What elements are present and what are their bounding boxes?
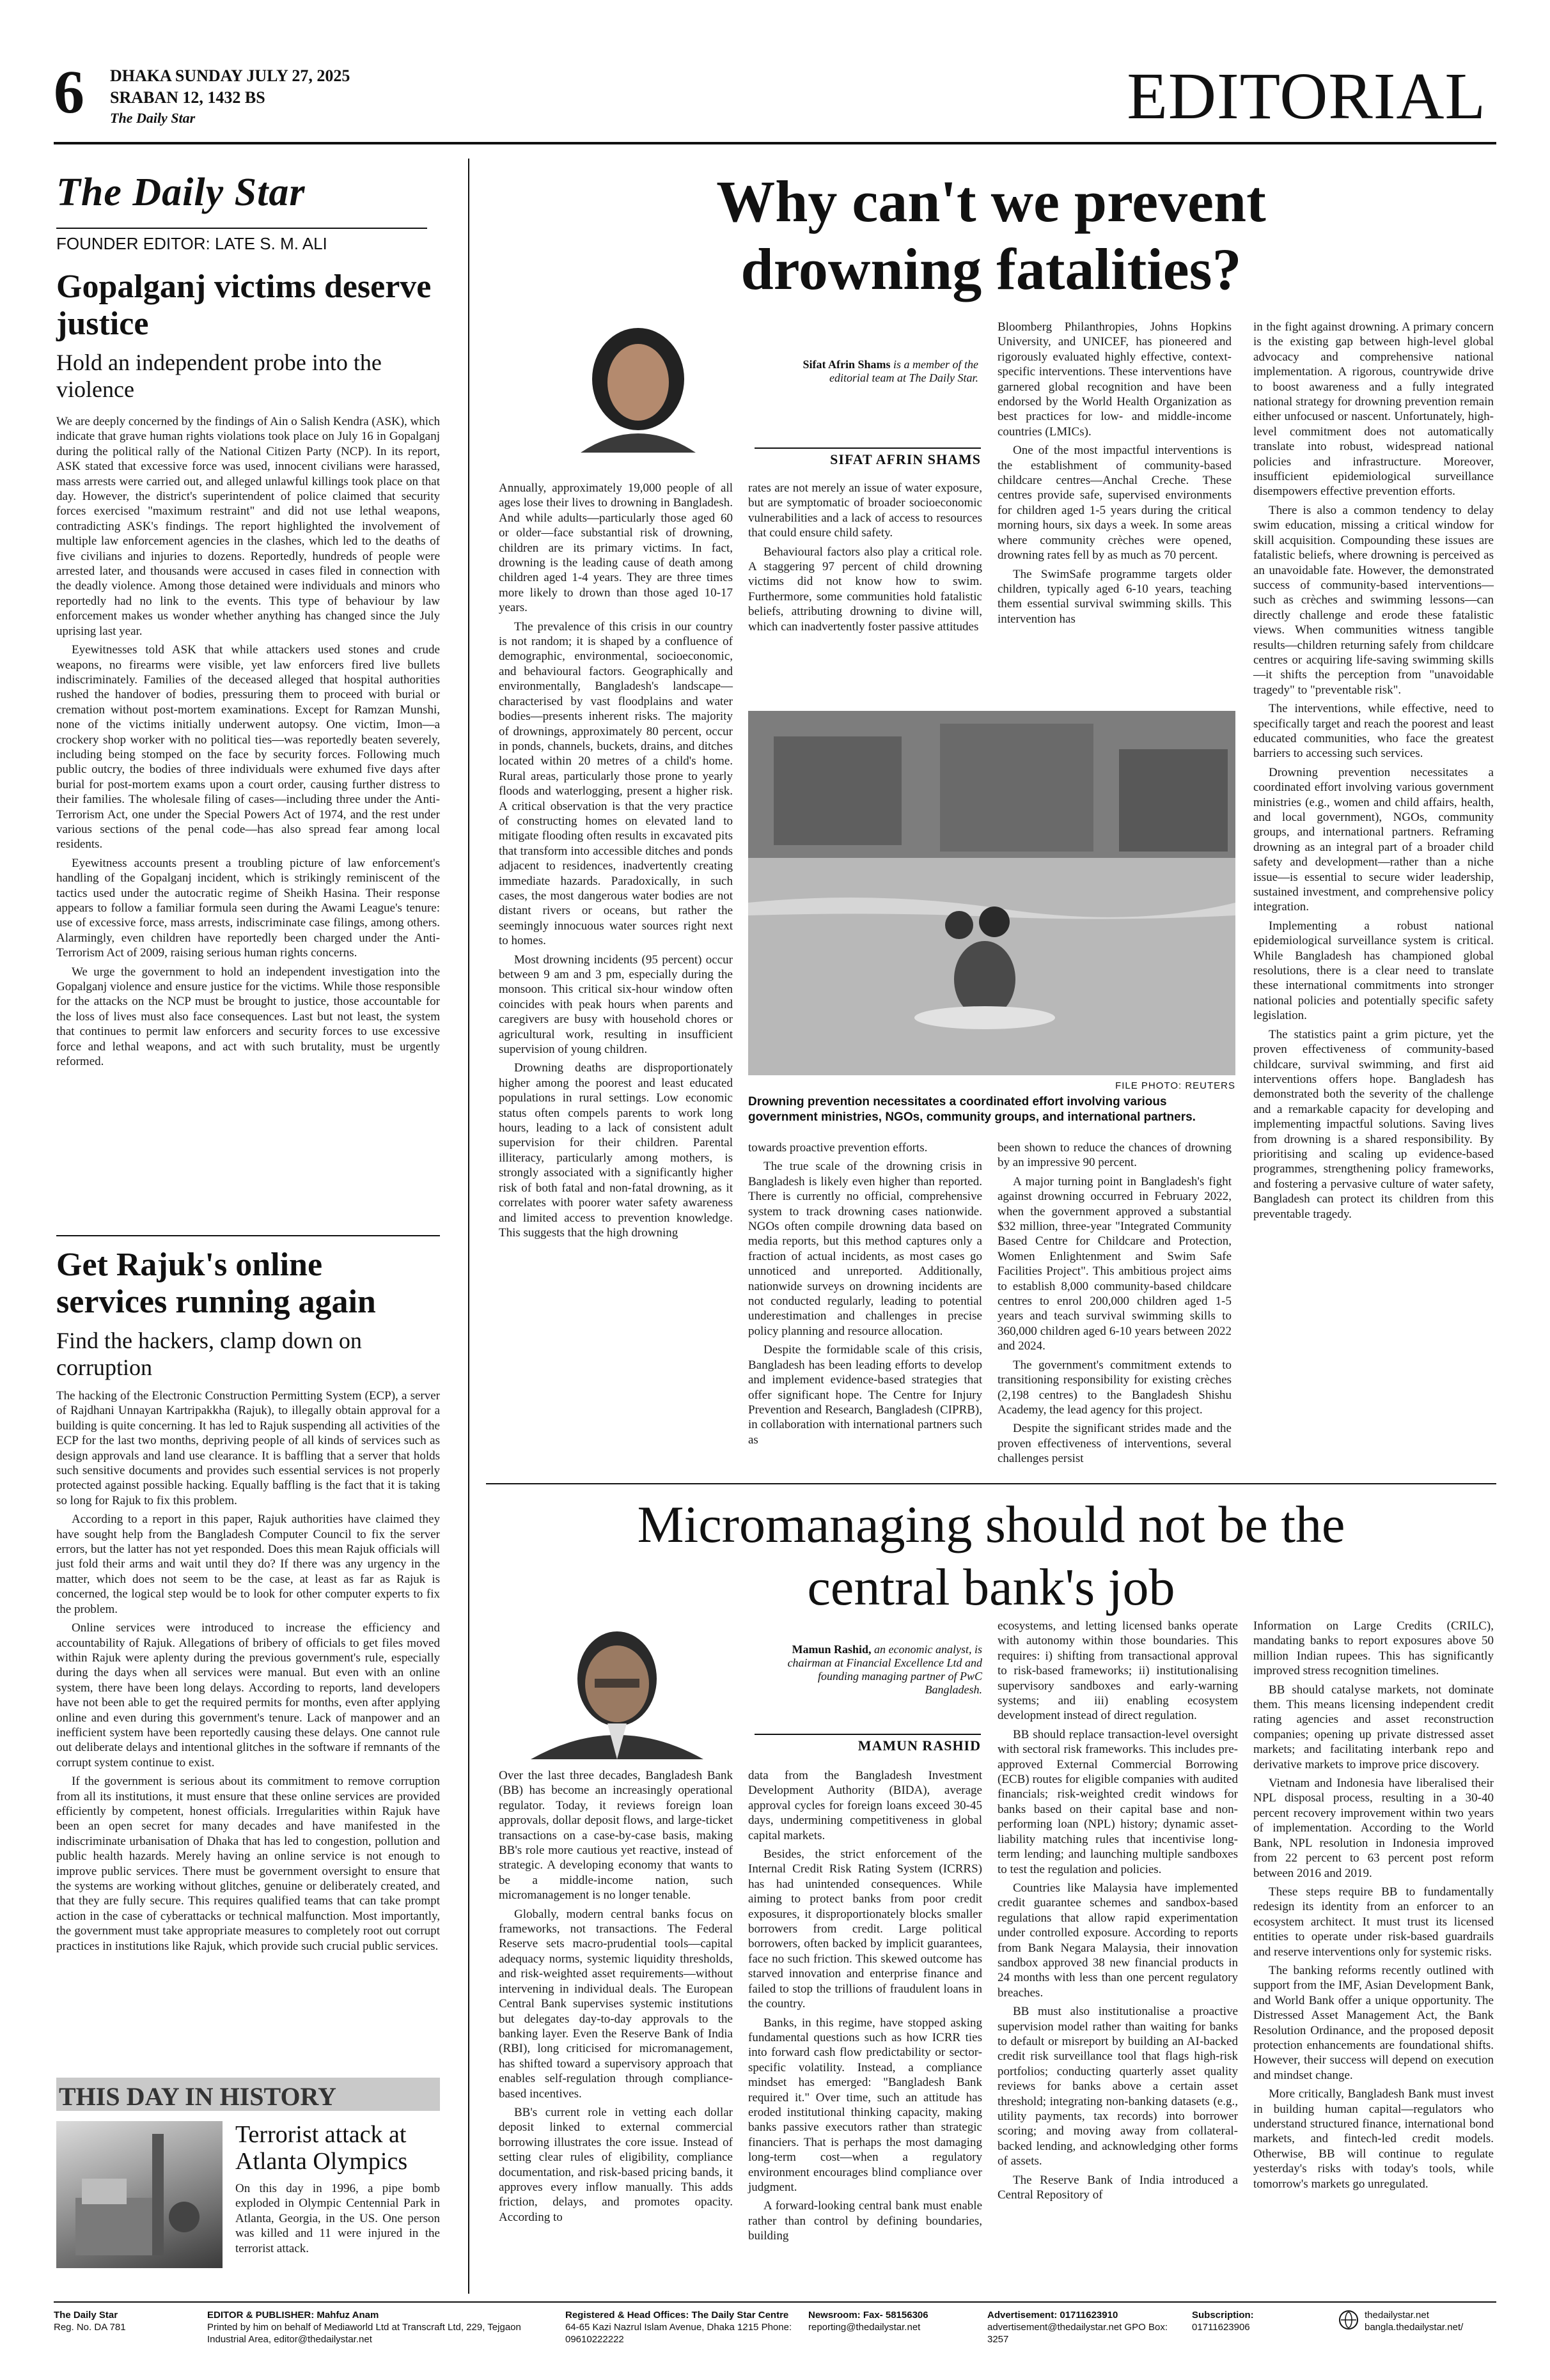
paragraph: Vietnam and Indonesia have liberalised their NPL disposal process, resulting in a 30-40 percent recovery improvement within two years of implementation. According to the World Bank, NPL resolution in Indonesia improved from 22 percent to 63 percent post reform between 2016 and 2019. (1253, 1777, 1494, 1880)
paragraph: According to a report in this paper, Rajuk authorities have claimed they have sought help from the Bangladesh Computer Council to fix the server errors, but the latter has not yet responded. Does this mean Rajuk officials will just fold their arms and wait until they do? If there was any urgency in the matter, which does not seem to be the case, at least as far as Rajuk is concerned, the logical step would be to look for other computer experts to fix the problem. (56, 1513, 440, 1616)
paragraph: Banks, in this regime, have stopped asking fundamental questions such as how ICRR ties into forward cash flow predictability or sector-specific volatility. Instead, a compliance mindset has emerged: "Bangladesh Bank required it." Over time, such an attitude has eroded institutional thinking capacity, making banks passive executors rather than strategic financiers. That is perhaps the most damaging long-term cost—when a regulatory environment encourages blind compliance over judgment. (748, 2016, 982, 2194)
history-banner (56, 2078, 440, 2111)
article-1-col-2b (748, 1140, 982, 1451)
article-1-photo-credit: FILE PHOTO: REUTERS (1115, 1080, 1235, 1091)
article-2-col-2 (748, 1768, 982, 2248)
paragraph: If the government is serious about its commitment to remove corruption from all its institutions, it must ensure that these online services are provided efficiently by competent, honest officials. Irregularities within Rajuk have been an open secret for many decades and have manifested in the indiscriminate urbanisation of Dhaka that has led to congestion, pollution and public health hazards. Merely having an online service is not enough to improve public services. There must be government oversight to ensure that the systems are working without glitches, genuine or deliberately created, and that they are fully secure. This requires qualified teams that can take prompt action in the case of cyberattacks or technical malfunction. Most importantly, the government must take appropriate measures to completely root out corrupt practices in institutions like Rajuk, which provide such crucial public services. (56, 1775, 440, 1953)
paragraph: We urge the government to hold an independent investigation into the Gopalganj violence and ensure justice for the victims. While those responsible for the attacks on the NCP must be brought to justice, those accountable for the loss of lives must also face consequences. Last but not least, the system that continues to permit law enforcers and security forces to use excessive force and lethal weapons, and act with such brutality, must be urgently reformed. (56, 965, 440, 1069)
footer-web (1339, 2309, 1496, 2333)
paragraph: BB's current role in vetting each dollar deposit linked to external commercial borrowing illustrates the core issue. Instead of setting clear rules of eligibility, compliance documentation, and risk-based pricing bands, it approves every inflow manually. This adds friction, delays, and promotes opacity. According to (499, 2105, 733, 2224)
author-portrait (512, 1621, 723, 1759)
editorial-1-headline: Gopalganj victims deserve justice (56, 268, 432, 342)
footer-subscription (1192, 2309, 1320, 2333)
paragraph: Behavioural factors also play a critical role. A staggering 97 percent of child drowning victims did not know how to swim. Furthermore, some communities hold fatalistic beliefs, attributing drowning to divine will, which can inadvertently foster passive attitudes (748, 545, 982, 634)
footer-ad-title: Advertisement: 01711623910 (987, 2310, 1118, 2321)
paragraph: Annually, approximately 19,000 people of all ages lose their lives to drowning in Bangladesh. And while adults—particularly those aged 60 or older—face substantial risk of drowning, children are its primary victims. In fact, drowning is the leading cause of death among children aged 1-4 years. They are three times more likely to drown than those aged 10-17 years. (499, 481, 733, 615)
paragraph: A major turning point in Bangladesh's fight against drowning occurred in February 2022, when the government approved a substantial $32 million, three-year "Integrated Community Based Centre for Childcare and Protection, Women Enlightenment and Swim Safe Facilities Project". This ambitious project aims to establish 8,000 community-based childcare centres to enrol 200,000 children aged 1-5 years and teach survival swimming skills to 360,000 children aged 6-10 years between 2022 and 2024. (998, 1174, 1232, 1353)
footer-web-link-bangla[interactable]: bangla.thedailystar.net/ (1365, 2322, 1464, 2333)
paragraph: One of the most impactful interventions is the establishment of community-based childcare centres—Anchal Creche. These centres provide safe, supervised environments for children aged 1-5 years during the critical morning hours, six days a week. In some areas where community crèches were opened, drowning rates fell by as much as 70 percent. (998, 444, 1232, 563)
article-divider (486, 1483, 1496, 1484)
footer-newsroom-title: Newsroom: Fax- 58156306 (808, 2310, 928, 2321)
paragraph: Implementing a robust national epidemiological surveillance system is critical. While Bangladesh has championed global resolutions, there is a clear need to translate these international commitments into stronger national policies and potentially specific safety legislation. (1253, 919, 1494, 1023)
footer-paper (54, 2309, 182, 2333)
paragraph: These steps require BB to fundamentally redesign its identity from an enforcer to an ecosystem architect. It must trust its licensed entities to operate under risk-based guardrails and reserve interventions only for systemic risks. (1253, 1885, 1494, 1959)
footer-editor-text: Printed by him on behalf of Mediaworld Ltd at Transcraft Ltd, 229, Tejgaon Industrial Area, editor@thedailystar.net (207, 2322, 521, 2345)
footer-ad-text[interactable]: advertisement@thedailystar.net GPO Box: 3257 (987, 2322, 1168, 2345)
paragraph: Online services were introduced to increase the efficiency and accountability of Rajuk. Allegations of bribery of officials to get files moved within Rajuk were aplenty during the previous government's rule, especially during the days when all services were manual. But even with an online system, there have been long delays. According to reports, land developers have not been able to get the required permits for months, even after applying online and even during this government's tenure. Lack of manpower and an inefficient system have been reportedly causing these delays. One cannot rule out deliberate delays and intentional glitches in the software if remnants of the corrupt system continue to exist. (56, 1621, 440, 1769)
paragraph: towards proactive prevention efforts. (748, 1141, 928, 1155)
paragraph: We are deeply concerned by the findings of Ain o Salish Kendra (ASK), which indicate that grave human rights violations took place on July 16 in Gopalganj during the political rally of the National Citizen Party (NCP). In its report, ASK stated that excessive force was used, innocent civilians were harassed, mass arrests were carried out, and alleged unlawful killings took place on that day. However, the district's superintendent of police claimed that security forces exercised "maximum restraint" and did not use lethal weapons, contradicting ASK's findings. The report highlighted the involvement of multiple law enforcement agencies in the clashes, which led to the deaths of five civilians and injuries to dozens. Reportedly, hundreds of people were arrested later, and thousands were accused in cases filed in connection with the deadly violence. Among those detained were individuals and minors who reportedly had no link to the events. This type of behaviour by law enforcement makes us wonder whether anything has changed since the July uprising last year. (56, 415, 440, 638)
footer-paper-title: The Daily Star (54, 2310, 118, 2321)
paragraph: Countries like Malaysia have implemented credit guarantee schemes and sandbox-based regulations that allow rapid experimentation under controlled exposure. According to reports from Bank Negara Malaysia, their innovation sandbox approved 38 new financial products in 24 months with less than one percent regulatory breaches. (998, 1881, 1238, 2000)
paragraph: ecosystems, and letting licensed banks operate with autonomy within those boundaries. This requires: i) shifting from transactional approval to risk-based frameworks; ii) institutionalising supervisory sandboxes and early-warning systems; and iii) enabling ecosystem development instead of direct regulation. (998, 1619, 1238, 1723)
paragraph: Bloomberg Philanthropies, Johns Hopkins University, and UNICEF, has pioneered and rigorously evaluated highly effective, context-specific interventions. These interventions have garnered global recognition and have been endorsed by the World Health Organization as best practices for low- and middle-income countries (LMICs). (998, 320, 1232, 439)
editorial-2-headline: Get Rajuk's online services running again (56, 1247, 376, 1320)
masthead-logo-mini: The Daily Star (110, 110, 196, 126)
footer-paper-reg: Reg. No. DA 781 (54, 2322, 126, 2333)
paragraph: The government's commitment extends to transitioning responsibility for existing crèches (2,198 centres) to the Bangladesh Shishu Academy, the lead agency for this project. (998, 1358, 1232, 1417)
author-bio-2 (767, 1643, 982, 1697)
article-2-col-4 (1253, 1619, 1494, 2195)
article-1-photo (748, 711, 1235, 1075)
article-1-col-4 (1253, 320, 1494, 1225)
history-headline: Terrorist attack at Atlanta Olympics (235, 2121, 408, 2175)
footer-editor (207, 2309, 552, 2345)
paper-title: The Daily Star (56, 171, 306, 214)
paragraph: BB must also institutionalise a proactive supervision model rather than waiting for banks to default or misreport by building an AI-backed credit risk surveillance tool that flags high-risk portfolios; conducting quarterly asset quality reviews for banks above a certain asset threshold; integrating non-banking datasets (e.g., utility payments, tax records) into borrower scoring; and moving away from collateral-backed lending, and acknowledging other forms of assets. (998, 2005, 1238, 2168)
paragraph: There is also a common tendency to delay swim education, missing a critical window for skill acquisition. Compounding these issues are fatalistic beliefs, where drowning is perceived as an unavoidable fate. However, the demonstrated success of community-based interventions—such as crèches and swimming lessons—can directly challenge and erode these fatalistic views. When communities witness tangible results—children returning safely from childcare centres or acquiring life-saving swimming skills—it shifts the perception from "unavoidable tragedy" to "preventable risk". (1253, 503, 1494, 697)
paragraph: data from the Bangladesh Investment Development Authority (BIDA), average approval cycles for foreign loans exceed 30-45 days, undermining competitiveness in global capital markets. (748, 1769, 982, 1842)
paragraph: The interventions, while effective, need to specifically target and reach the poorest and least educated communities, who face the greatest barriers to accessing such services. (1253, 702, 1494, 761)
history-text: On this day in 1996, a pipe bomb exploded in Olympic Centennial Park in Atlanta, Georgia, in the US. One person was killed and 11 were injured in the terrorist attack. (235, 2182, 440, 2255)
article-1-col-1 (499, 481, 733, 1244)
footer-web-link[interactable]: thedailystar.net (1365, 2310, 1429, 2321)
author-portrait (555, 318, 721, 453)
footer-offices-text: 64-65 Kazi Nazrul Islam Avenue, Dhaka 1215 Phone: 09610222222 (565, 2322, 792, 2345)
paragraph: Despite the formidable scale of this crisis, Bangladesh has been leading efforts to develop and implement evidence-based strategies that offer significant hope. The Centre for Injury Prevention and Research, Bangladesh (CIPRB), in collaboration with international partners such as (748, 1343, 982, 1447)
byline-1: SIFAT AFRIN SHAMS (830, 451, 981, 467)
paragraph: Information on Large Credits (CRILC), mandating banks to report exposures above 50 million Indian rupees. This has significantly improved stress recognition timelines. (1253, 1619, 1494, 1678)
history-label: THIS DAY IN HISTORY (59, 2082, 336, 2111)
flood-scene (748, 711, 1235, 1075)
paragraph: Besides, the strict enforcement of the Internal Credit Risk Rating System (ICRRS) has had unintended consequences. While aiming to protect banks from poor credit exposures, it disproportionately blocks smaller borrowers from credit. Large political borrowers, often backed by implicit guarantees, face no such friction. This skewed outcome has starved innovation and enterprise finance and failed to stop the trillions of fraudulent loans in the country. (748, 1847, 982, 2011)
article-2-col-1 (499, 1768, 733, 2228)
masthead-rule (54, 142, 1496, 144)
paragraph: The statistics paint a grim picture, yet the proven effectiveness of community-based childcare, survival swimming, and first aid interventions offers hope. Bangladesh has demonstrated both the severity of the challenge and a remarkable capacity for developing and implementing impactful solutions. Saving lives from drowning is a shared responsibility. By prioritising and scaling up evidence-based programmes, strengthening policy frameworks, and fostering a pervasive culture of water safety, Bangladesh can protect its children from this preventable tragedy. (1253, 1027, 1494, 1221)
author-bio-2-name: Mamun Rashid, (792, 1643, 872, 1656)
article-2-headline: Micromanaging should not be the central bank's job (637, 1495, 1345, 1616)
paragraph: Drowning prevention necessitates a coordinated effort involving various government ministries (e.g., women and child affairs, health, and local government), NGOs, community groups, and international partners. Reframing drowning as an integral part of a broader child safety and development—rather than a niche issue—is essential to secure wider leadership, sustained investment, and comprehensive policy integration. (1253, 765, 1494, 914)
editorial-1-body (56, 414, 440, 1073)
left-column-divider (468, 159, 469, 2294)
paragraph: BB should replace transaction-level oversight with sectoral risk frameworks. This includes pre-approved External Commercial Borrowing (ECB) routes for eligible companies with audited financials; risk-weighted credit windows for banks based on their capital base and non-performing loan (NPL) history; dynamic asset-liability matching rules that incentivise long-term lending; and launching multiple sandboxes to test the regulation and policies. (998, 1727, 1238, 1876)
article-1-col-2a (748, 481, 982, 638)
byline-rule-1 (755, 447, 981, 449)
paragraph: The banking reforms recently outlined with support from the IMF, Asian Development Bank, and World Bank offer a unique opportunity. The Distressed Asset Management Act, the Bank Resolution Ordinance, and the proposed deposit protection enhancements are foundational shifts. However, their success will depend on execution and mindset change. (1253, 1963, 1494, 2082)
paragraph: Most drowning incidents (95 percent) occur between 9 am and 3 pm, especially during the monsoon. This critical six-hour window often coincides with peak hours when parents and caregivers are busy with household chores or agricultural work, resulting in insufficient supervision of young children. (499, 953, 733, 1057)
author-bio-1 (787, 358, 978, 385)
footer (54, 2309, 1496, 2360)
paragraph: More critically, Bangladesh Bank must invest in building human capital—regulators who understand structured finance, international bond markets, and fintech-led credit models. Otherwise, BB will continue to regulate yesterday's risks with today's tools, while tomorrow's markets go unregulated. (1253, 2087, 1494, 2191)
footer-advertisement (987, 2309, 1179, 2345)
issue-date-bangla: SRABAN 12, 1432 BS (110, 88, 265, 107)
editorial-2-subhead: Find the hackers, clamp down on corruption (56, 1328, 362, 1380)
author-photo-1 (555, 318, 721, 453)
footer-editor-title: EDITOR & PUBLISHER: Mahfuz Anam (207, 2310, 379, 2321)
footer-sub-title: Subscription: (1192, 2310, 1254, 2321)
author-photo-2 (512, 1621, 723, 1759)
article-2-col-3 (998, 1619, 1238, 2206)
footer-offices (565, 2309, 795, 2345)
author-bio-1-name: Sifat Afrin Shams (802, 358, 891, 371)
footer-offices-title: Registered & Head Offices: The Daily Star Centre (565, 2310, 789, 2321)
paragraph: Drowning deaths are disproportionately higher among the poorest and least educated populations in rural settings. Low economic status often compels parents to work long hours, leading to a lack of consistent adult supervision for their children. Parental illiteracy, particularly among mothers, is strongly associated with a significantly higher risk of both fatal and non-fatal drowning, as it correlates with poorer water safety awareness and limited access to prevention knowledge. This suggests that the high drowning (499, 1061, 733, 1240)
paragraph: The SwimSafe programme targets older children, typically aged 6-10 years, teaching them essential survival swimming skills. This intervention has (998, 567, 1232, 626)
founder-line: FOUNDER EDITOR: LATE S. M. ALI (56, 234, 327, 253)
byline-2: MAMUN RASHID (857, 1738, 981, 1754)
author-bio-2-text: an economic analyst, is chairman at Financial Excellence Ltd and founding managing partner of PwC Bangladesh. (787, 1643, 982, 1696)
editorial-2-body (56, 1388, 440, 1957)
editorial-divider (56, 1235, 440, 1236)
paragraph: The Reserve Bank of India introduced a Central Repository of (998, 2173, 1238, 2202)
byline-rule-2 (755, 1734, 981, 1735)
paragraph: in the fight against drowning. A primary concern is the existing gap between high-level global advocacy and comprehensive national implementation. A rigorous, countrywide drive to boost awareness and a fully integrated national strategy for drowning prevention remain either unfocused or nascent. Unfortunately, high-level commitment does not automatically translate into robust, widespread national policies and infrastructure. Moreover, insufficient epidemiological surveillance disempowers effective prevention efforts. (1253, 320, 1494, 499)
paragraph: rates are not merely an issue of water exposure, but are symptomatic of broader socioeconomic vulnerabilities and a lack of access to resources that could ensure child safety. (748, 481, 982, 540)
title-rule (56, 228, 427, 229)
editorial-1-subhead: Hold an independent probe into the violence (56, 350, 382, 402)
article-1-col-3b (998, 1140, 1232, 1470)
section-title: EDITORIAL (1127, 59, 1486, 133)
footer-sub-text: 01711623906 (1192, 2322, 1250, 2333)
article-1-photo-caption: Drowning prevention necessitates a coordinated effort involving various government ministries, NGOs, community groups, and international partners. (748, 1095, 1196, 1124)
paragraph: Over the last three decades, Bangladesh Bank (BB) has become an increasingly operational regulator. Today, it reviews foreign loan approvals, dollar deposit flows, and large-ticket transactions on a case-by-case basis, making BB's role more cautious yet reactive, instead of strategic. A developing economy that wants to be a middle-income nation, such micromanagement is no longer tenable. (499, 1769, 733, 1902)
paragraph: been shown to reduce the chances of drowning by an impressive 90 percent. (998, 1141, 1232, 1170)
paragraph: The hacking of the Electronic Construction Permitting System (ECP), a server of Rajdhani Unnayan Kartripakkha (Rajuk), to illegally obtain approval for a building is quite concerning. It has led to Rajuk suspending all activities of the ECP for the last two months, depriving people of all kinds of services such as design approvals and land use clearance. It is baffling that a server that holds such sensitive documents and provides such essential services is not properly protected against possible hacking. Equally baffling is the fact that it is taking so long for Rajuk to fix this problem. (56, 1389, 440, 1507)
paragraph: A forward-looking central bank must enable rather than control by defining boundaries, building (748, 2199, 982, 2243)
paragraph: Eyewitnesses told ASK that while attackers used stones and crude weapons, no firearms were visible, yet law enforcers fired live bullets indiscriminately. Families of the deceased alleged that hospital authorities rushed the handover of bodies, pressuring them to proceed with burial or cremation without post-mortem examinations. Except for Ramzan Munshi, none of the victims initially underwent autopsy. One victim, Imon—a crockery shop worker with no political ties—was reportedly beaten severely, including being stomped on the face by security forces. Following much public outcry, the bodies of three individuals were exhumed five days after burial for post-mortem exams upon a court order, causing further distress to their families. The wholesale filing of cases—including three under the Anti-Terrorism Act, one under the Special Powers Act of 1974, and the rest under various sections of the penal code—has also spread fear among local residents. (56, 643, 440, 852)
globe-icon (1339, 2310, 1358, 2329)
history-photo-scene (56, 2121, 223, 2268)
paragraph: BB should catalyse markets, not dominate them. This means licensing independent credit rating agencies and asset reconstruction companies; opening up private distressed asset markets; and facilitating interbank repo and derivative markets to improve price discovery. (1253, 1683, 1494, 1771)
article-1-headline: Why can't we prevent drowning fatalities? (716, 169, 1266, 302)
paragraph: Eyewitness accounts present a troubling picture of law enforcement's handling of the Gopalganj incident, which is strikingly reminiscent of the tactics used under the autocratic regime of Sheikh Hasina. Their response appears to follow a familiar formula seen during the Awami League's tenure: use of excessive force, mass arrests, indiscriminate case filings, among others. Alarmingly, even children have reportedly been charged under the Anti-Terrorism Act of 2009, raising serious human rights concerns. (56, 856, 440, 960)
paragraph: The prevalence of this crisis in our country is not random; it is shaped by a confluence of demographic, environmental, socioeconomic, and behavioural factors. Geographically and environmentally, Bangladesh's landscape—characterised by vast floodplains and water bodies—presents inherent risks. The majority of drownings, approximately 80 percent, occur in ponds, channels, buckets, drains, and ditches located within 20 metres of a child's home. Rural areas, particularly those prone to yearly floods and waterlogging, present a higher risk. A critical observation is that the very practice of constructing homes on elevated land to mitigate flooding often results in excavated pits that transform into accessible ditches and ponds adjacent to residences, inadvertently creating immediate hazards. Paradoxically, in such cases, the most dangerous water bodies are not distant rivers or oceans, but rather the seemingly innocuous water sources right next to homes. (499, 619, 733, 948)
footer-newsroom-text[interactable]: reporting@thedailystar.net (808, 2322, 921, 2333)
footer-rule (54, 2301, 1496, 2303)
paragraph: The true scale of the drowning crisis in Bangladesh is likely even higher than reported. There is currently no official, comprehensive system to track drowning cases nationwide. NGOs often compile drowning data based on media reports, but this method captures only a fraction of actual incidents, as most cases go unnoticed and unreported. Additionally, nationwide surveys on drowning incidents are not conducted regularly, leading to potential underestimation and challenges in precise policy planning and resource allocation. (748, 1160, 982, 1338)
article-1-col-3a (998, 320, 1232, 630)
paragraph: Globally, modern central banks focus on frameworks, not transactions. The Federal Reserve sets macro-prudential tools—capital adequacy norms, systemic liquidity thresholds, and risk-weighted asset requirements—without intervening in individual deals. The European Central Bank supervises systemic institutions but delegates day-to-day approvals to the banking layer. Even the Reserve Bank of India (RBI), long criticised for micromanagement, has shifted toward a supervisory approach that enables self-regulation through compliance-based incentives. (499, 1907, 733, 2101)
history-photo (56, 2121, 223, 2268)
footer-newsroom (808, 2309, 975, 2333)
issue-date: DHAKA SUNDAY JULY 27, 2025 (110, 66, 350, 85)
author-bio-1-text: is a member of the editorial team at The Daily Star. (829, 358, 978, 384)
page-number: 6 (54, 58, 84, 126)
paragraph: Despite the significant strides made and the proven effectiveness of interventions, several challenges persist (998, 1422, 1232, 1466)
